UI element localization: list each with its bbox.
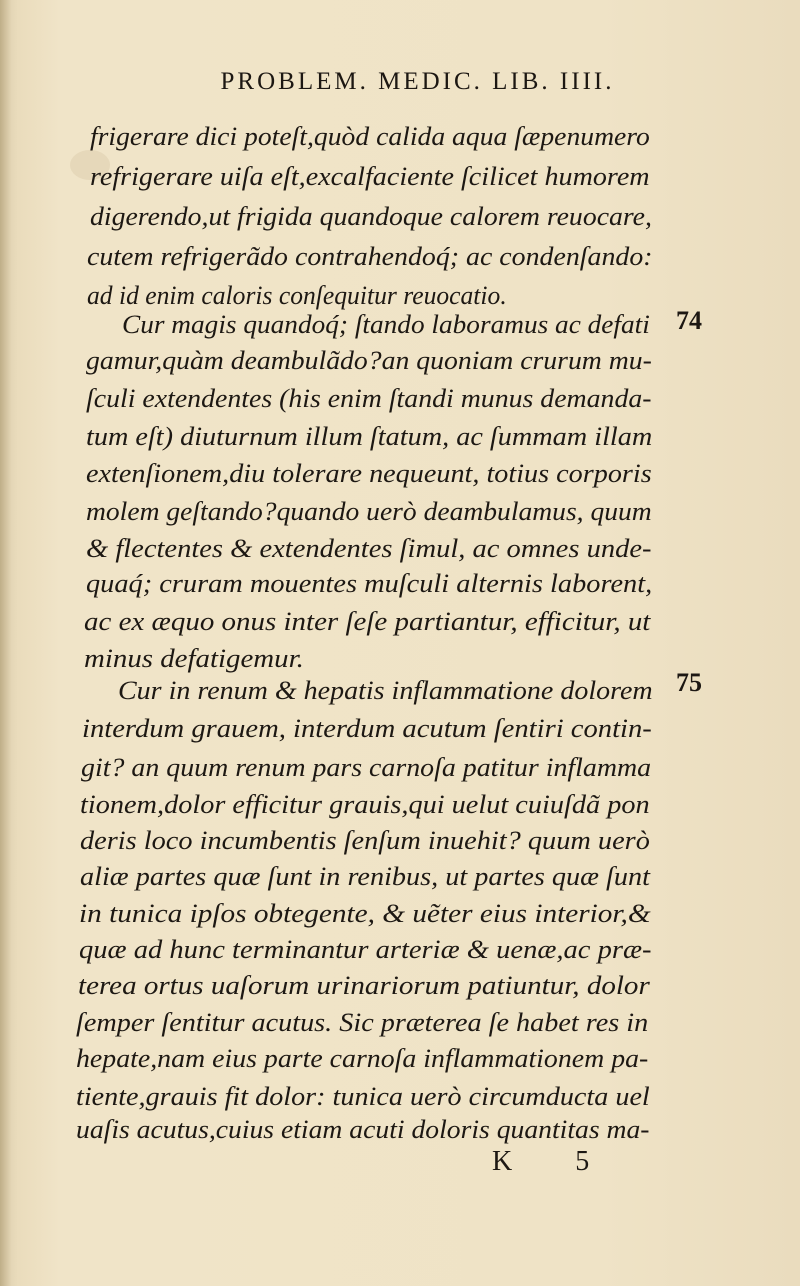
- text-line: in tunica ipſos obtegente, & uẽter eius interior,&: [79, 899, 651, 928]
- text-line: minus defatigemur.: [84, 644, 304, 673]
- text-line: cutem refrigerãdo contrahendoq́; ac condenſando:: [87, 242, 653, 271]
- text-line: ſemper ſentitur acutus. Sic præterea ſe habet res in: [76, 1008, 649, 1037]
- text-line: ac ex æquo onus inter ſeſe partiantur, efficitur, ut: [84, 607, 651, 636]
- text-line: interdum grauem, interdum acutum ſentiri contin-: [82, 714, 652, 743]
- section-number-75: 75: [676, 668, 702, 697]
- text-line: quæ ad hunc terminantur arteriæ & uenæ,ac præ-: [79, 935, 652, 964]
- text-line: frigerare dici poteſt,quòd calida aqua ſæpenumero: [90, 122, 650, 151]
- running-header: [0, 68, 800, 96]
- text-line: ſculi extendentes (his enim ſtandi munus demanda-: [86, 384, 652, 413]
- text-line: Cur magis quandoq́; ſtando laboramus ac defati: [122, 310, 650, 339]
- text-line: git? an quum renum pars carnoſa patitur inflamma: [81, 753, 652, 782]
- signature-mark: K 5: [492, 1146, 618, 1177]
- section-number-74: 74: [676, 306, 702, 335]
- text-line: Cur in renum & hepatis inflammatione dolorem: [118, 676, 653, 705]
- text-line: terea ortus uaſorum urinariorum patiuntur, dolor: [78, 971, 650, 1000]
- text-line: gamur,quàm deambulãdo?an quoniam crurum mu-: [86, 346, 652, 375]
- text-line: ad id enim caloris conſequitur reuocatio.: [87, 281, 507, 310]
- text-line: quaq́; cruram mouentes muſculi alternis laborent,: [86, 569, 653, 598]
- text-line: tum eſt) diuturnum illum ſtatum, ac ſummam illam: [86, 422, 653, 451]
- text-line: tiente,grauis fit dolor: tunica uerò circumducta uel: [76, 1082, 650, 1111]
- text-line: & flectentes & extendentes ſimul, ac omnes unde-: [86, 534, 652, 563]
- text-line: hepate,nam eius parte carnoſa inflammationem pa-: [76, 1044, 649, 1073]
- running-header-text: PROBLEM. MEDIC. LIB. IIII.: [220, 68, 615, 95]
- page-binding-edge: [0, 0, 12, 1286]
- text-line: aliæ partes quæ ſunt in renibus, ut partes quæ ſunt: [80, 862, 650, 891]
- text-line: deris loco incumbentis ſenſum inuehit? quum uerò: [80, 826, 650, 855]
- text-line: uaſis acutus,cuius etiam acuti doloris quantitas ma-: [76, 1115, 650, 1144]
- text-line: refrigerare uiſa eſt,excalfaciente ſcilicet humorem: [90, 162, 650, 191]
- text-line: digerendo,ut frigida quandoque calorem reuocare,: [90, 202, 652, 231]
- text-line: molem geſtando?quando uerò deambulamus, quum: [86, 497, 652, 526]
- text-line: extenſionem,diu tolerare nequeunt, totius corporis: [86, 459, 652, 488]
- text-line: tionem,dolor efficitur grauis,qui uelut cuiuſdã pon: [80, 790, 650, 819]
